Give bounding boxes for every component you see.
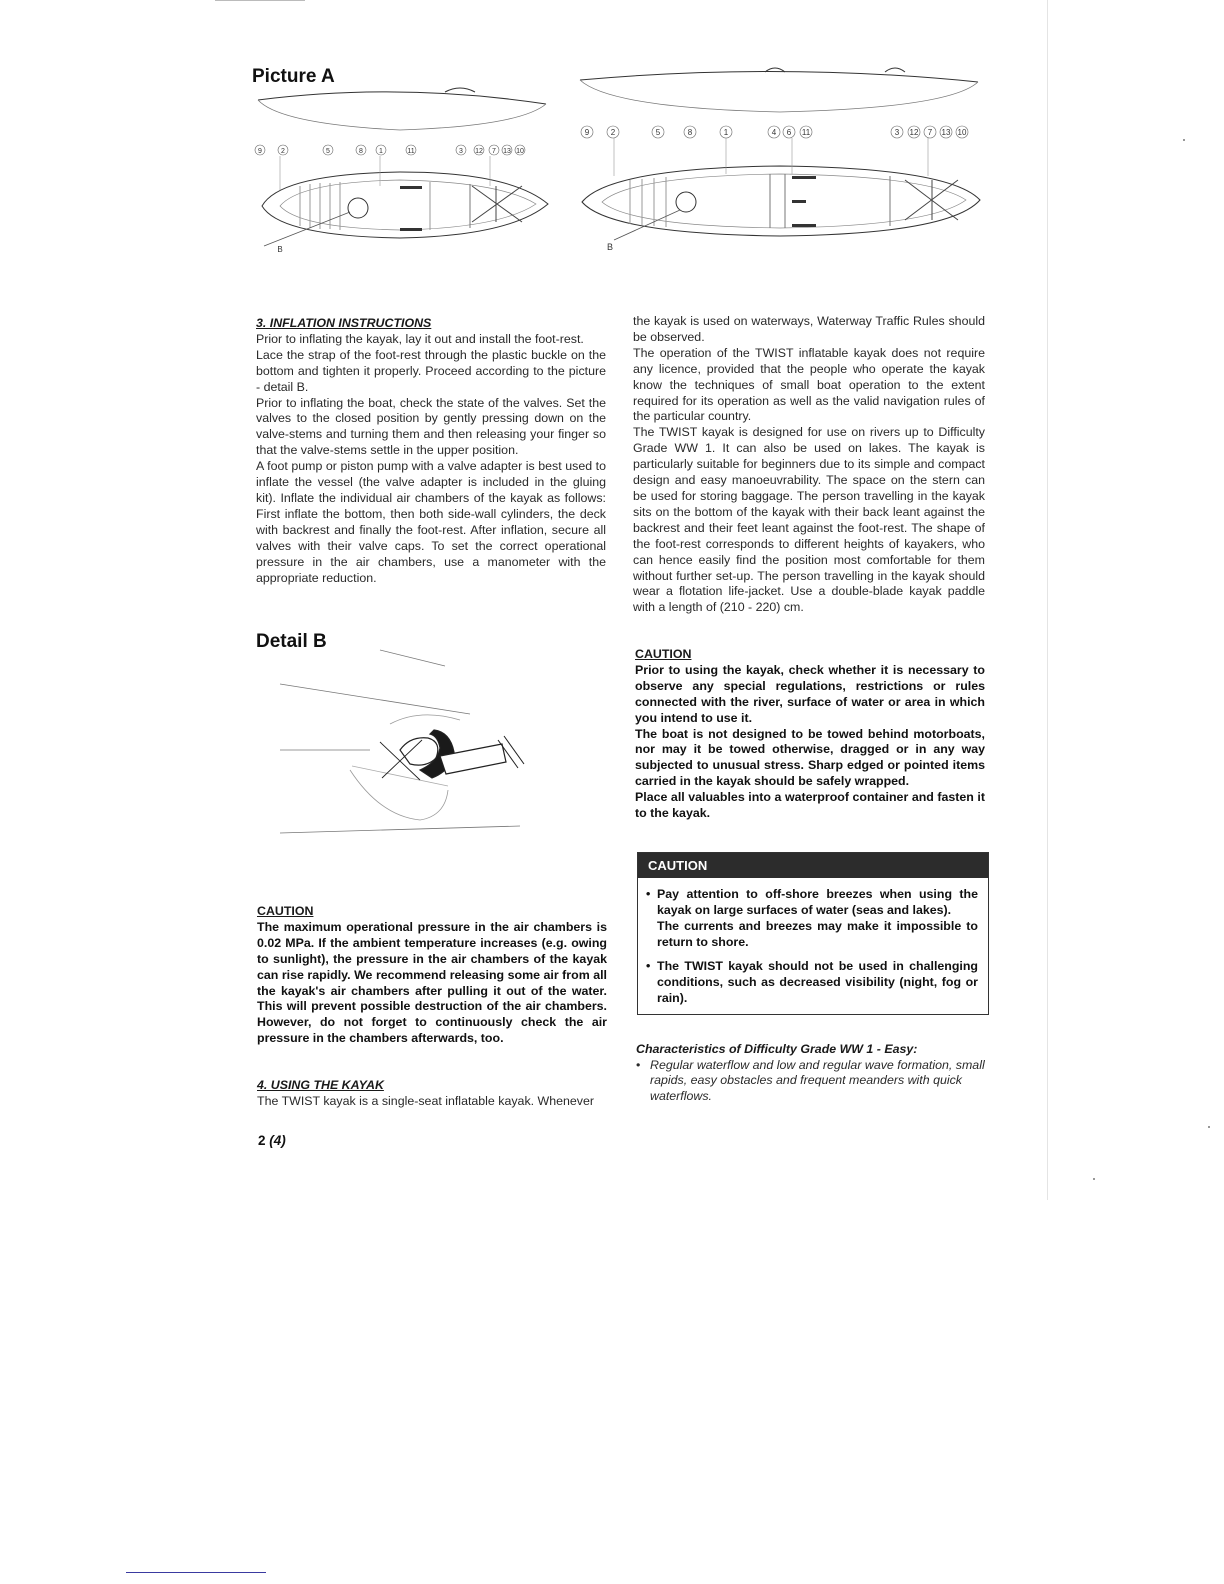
page-number-main: 2	[258, 1133, 266, 1148]
page-number	[258, 1133, 286, 1148]
paragraph: A foot pump or piston pump with a valve adapter is best used to inflate the vessel (the valve adapter is included in the gluing kit). Inflate the individual air chambers of the kayak as follows: First inflate the bottom, then both side-wall cylinders, the deck with backrest and finally the foot-rest. After inflation, secure all valves with their valve caps. To set the correct operational pressure in the air chambers, use a manometer with the appropriate reduction.	[256, 459, 606, 585]
caution-box	[637, 852, 989, 1015]
part-label: 4	[771, 128, 777, 137]
caution-pressure-block	[257, 904, 607, 1047]
part-label: 5	[655, 128, 661, 137]
difficulty-characteristics	[636, 1042, 986, 1104]
list-item	[646, 958, 978, 1006]
paragraph: The TWIST kayak is designed for use on rivers up to Difficulty Grade WW 1. It can also be used on lakes. The kayak is particularly suitable for beginners due to its simple and compact design and easy manoeuvrability. The space on the stern can be used for storing baggage. The person travelling in the kayak sits on the bottom of the kayak with their back leant against the backrest and their feet leant against the foot-rest. The shape of the foot-rest corresponds to different heights of kayakers, who can hence easily find the position most comfortable for them without further set-up. The person travelling in the kayak should wear a flotation life-jacket. Use a double-blade kayak paddle with a length of (210 - 220) cm.	[633, 425, 985, 615]
paragraph: The boat is not designed to be towed behind motorboats, nor may it be towed otherwise, dragged or in any way subjected to unusual stress. Sharp edged or pointed items carried in the kayak should be safely wrapped.	[635, 726, 985, 789]
detail-b-marker: B	[606, 242, 614, 252]
caution-heading: CAUTION	[257, 904, 314, 918]
scan-page-edge	[1047, 0, 1048, 1200]
part-label: 10	[957, 128, 967, 137]
part-label: 12	[475, 148, 483, 155]
characteristics-title: Characteristics of Difficulty Grade WW 1 - Easy:	[636, 1042, 918, 1056]
caution-heading: CAUTION	[635, 647, 692, 661]
using-kayak-intro-continued: the kayak is used on waterways, Waterway Traffic Rules should be observed.	[633, 314, 985, 344]
paragraph: Lace the strap of the foot-rest through the plastic buckle on the bottom and tighten it properly. Proceed according to the picture - detail B.	[256, 347, 606, 394]
part-label: 6	[786, 128, 792, 137]
part-label: 12	[909, 128, 919, 137]
paragraph: Place all valuables into a waterproof container and fasten it to the kayak.	[635, 790, 985, 821]
caution-pressure-text: The maximum operational pressure in the air chambers is 0.02 MPa. If the ambient temperature increases (e.g. owing to sunlight), the pressure in the air chambers of the kayak can rise rapidly. We recommend releasing some air from all the kayak's air chambers after pulling it out of the water. This will prevent possible destruction of the air chambers. However, do not forget to continuously check the air pressure in the chambers afterwards, too.	[257, 919, 607, 1046]
detail-b-title: Detail B	[256, 631, 327, 652]
picture-a-title: Picture A	[252, 66, 335, 87]
part-label: 11	[407, 148, 415, 155]
part-label: 1	[723, 128, 729, 137]
list-item	[646, 886, 978, 950]
footrest-strap-illustration	[270, 640, 550, 840]
part-label: 11	[801, 128, 811, 137]
page-number-sub: (4)	[269, 1133, 286, 1148]
caution-item-extra: The currents and breezes may make it impossible to return to shore.	[657, 919, 978, 949]
small-kayak-figure	[250, 86, 560, 256]
part-label: 9	[584, 128, 590, 137]
part-label: 13	[941, 128, 951, 137]
scan-top-line	[215, 0, 305, 1]
inflation-instructions	[256, 316, 606, 586]
scan-speck	[1093, 1178, 1095, 1180]
caution-item-text: Pay attention to off-shore breezes when using the kayak on large surfaces of water (seas and lakes).	[657, 887, 978, 917]
scan-bottom-line	[126, 1572, 266, 1573]
caution-list	[638, 878, 988, 1014]
scan-speck	[1208, 1126, 1210, 1128]
caution-item-text: The TWIST kayak should not be used in challenging conditions, such as decreased visibility (night, fog or rain).	[657, 959, 978, 1005]
caution-regulations-block	[635, 647, 985, 822]
inflation-title: 3. INFLATION INSTRUCTIONS	[256, 316, 432, 330]
using-kayak-block	[257, 1078, 607, 1110]
part-label: 10	[516, 148, 524, 155]
caution-box-header: CAUTION	[638, 853, 988, 878]
part-label: 13	[503, 148, 511, 155]
part-label: 7	[492, 148, 496, 155]
part-label: 7	[927, 128, 933, 137]
scan-speck	[1183, 139, 1185, 141]
part-label: 9	[258, 148, 262, 155]
part-label: 2	[281, 148, 285, 155]
part-label: 8	[687, 128, 693, 137]
part-label: 8	[359, 148, 363, 155]
using-kayak-intro: The TWIST kayak is a single-seat inflatable kayak. Whenever	[257, 1093, 594, 1108]
part-label: 3	[894, 128, 900, 137]
paragraph: Prior to using the kayak, check whether it is necessary to observe any special regulations, restrictions or rules connected with the river, surface of water or area in which you intend to use it.	[635, 662, 985, 725]
detail-b-marker: B	[277, 245, 283, 254]
using-kayak-title: 4. USING THE KAYAK	[257, 1078, 384, 1092]
part-label: 5	[326, 148, 330, 155]
paragraph: The operation of the TWIST inflatable kayak does not require any licence, provided that the people who operate the kayak know the techniques of small boat operation to the extent required for its operation as well as the valid navigation rules of the particular country.	[633, 345, 985, 424]
part-label: 2	[610, 128, 616, 137]
paragraph: Prior to inflating the boat, check the state of the valves. Set the valves to the closed position by gently pressing down on the valve-stems and turning them and then releasing your finger so that the valve-stems settle in the upper position.	[256, 395, 606, 458]
part-label: 3	[459, 148, 463, 155]
list-item: • Regular waterflow and low and regular wave formation, small rapids, easy obstacles and frequent meanders with quick waterflows.	[636, 1058, 986, 1105]
paragraph: Prior to inflating the kayak, lay it out and install the foot-rest.	[256, 331, 584, 346]
using-kayak-continued	[633, 314, 985, 616]
part-label: 1	[379, 148, 383, 155]
large-kayak-figure	[570, 64, 990, 260]
